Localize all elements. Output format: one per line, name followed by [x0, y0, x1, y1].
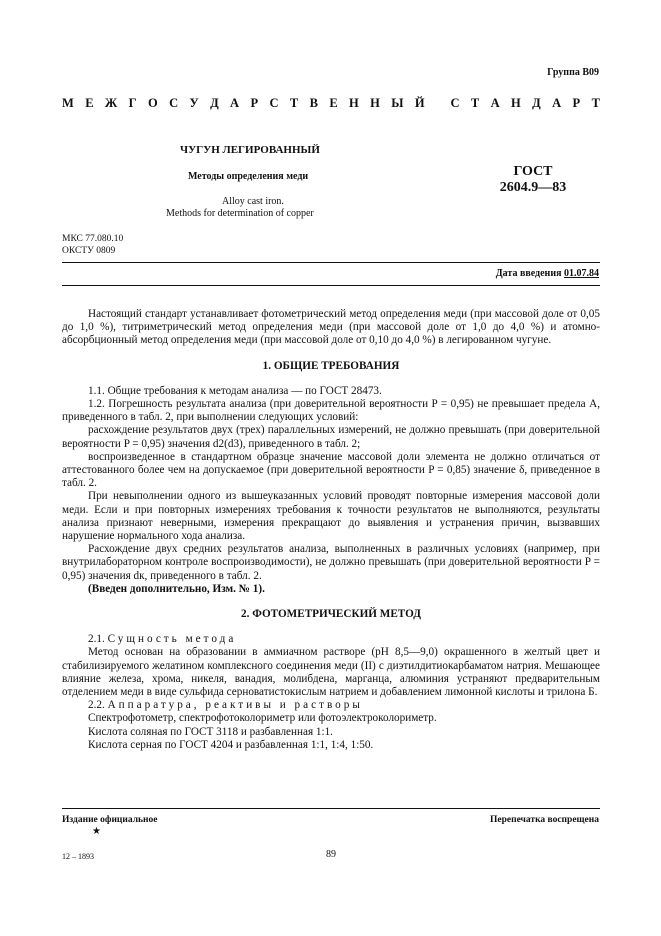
banner-letter: В [309, 96, 318, 110]
paragraph-2-2-heading [62, 699, 600, 712]
section-1-heading: 1. ОБЩИЕ ТРЕБОВАНИЯ [262, 359, 400, 372]
banner-letter: Т [289, 96, 299, 110]
document-subtitle: Методы определения меди [188, 171, 309, 182]
paragraph-2-1: Метод основан на образовании в аммиачном растворе (pH 8,5—9,0) окрашенного в желтый цвет и стабилизируемого желатином комплексного соединения меди (II) с диэтилдитиокарбаматом натрия. Мешающее влияние железа, хрома, никеля, ванадия, молибдена, марганца, алюминия устраняют предварительным отделением меди в виде сульфида серноватистокислым натрием и добавлением лимонной кислоты и трилона Б. [62, 646, 600, 699]
banner-letter: М [62, 96, 74, 110]
clause-number: 2.2. [88, 699, 105, 712]
banner-letter: С [269, 96, 279, 110]
banner-letter: С [450, 96, 460, 110]
effective-date [496, 268, 599, 279]
banner-letter: С [169, 96, 179, 110]
banner-letter: Д [210, 96, 219, 110]
banner-letter: Т [470, 96, 480, 110]
banner-letter: Ж [104, 96, 118, 110]
banner-letter: Н [511, 96, 521, 110]
group-code: Группа В09 [547, 67, 599, 78]
divider-date [62, 285, 600, 286]
english-title: Alloy cast iron. [222, 196, 284, 207]
official-edition: Издание официальное [62, 815, 158, 825]
section-2-heading: 2. ФОТОМЕТРИЧЕСКИЙ МЕТОД [241, 608, 421, 621]
page-number: 89 [326, 849, 336, 860]
date-label: Дата введения [495, 268, 562, 279]
standard-banner [62, 96, 600, 111]
print-code: 12 – 1893 [62, 852, 94, 861]
banner-letter: Е [329, 96, 338, 110]
divider-footer [62, 808, 600, 809]
gost-number: 2604.9—83 [499, 180, 567, 195]
clause-label: Аппаратура, реактивы и растворы [107, 699, 363, 712]
banner-letter: Й [414, 96, 425, 110]
banner-letter: Р [250, 96, 259, 110]
banner-letter: Е [85, 96, 94, 110]
paragraph-1-2: 1.2. Погрешность результата анализа (при доверительной вероятности P = 0,95) не превышает предела А, приведенного в табл. 2, при выполнении следующих условий: [62, 398, 600, 424]
banner-letter: Г [128, 96, 137, 110]
banner-letter: А [490, 96, 500, 110]
date-value: 01.07.84 [564, 268, 599, 279]
banner-letter: Н [370, 96, 380, 110]
document-body [62, 308, 600, 752]
paragraph-1-2-condition-a: расхождение результатов двух (трех) параллельных измерений, не должно превышать (при доверительной вероятности P = 0,95) значения d2(d3), приведенного в табл. 2; [62, 424, 600, 450]
equipment-item: Спектрофотометр, спектрофотоколориметр или фотоэлектроколориметр. [88, 712, 437, 725]
reagent-item: Кислота серная по ГОСТ 4204 и разбавленная 1:1, 1:4, 1:50. [88, 738, 374, 751]
gost-label: ГОСТ [513, 164, 553, 179]
paragraph-2-1-heading [62, 633, 600, 646]
banner-letter: Ы [391, 96, 404, 110]
banner-letter: Т [591, 96, 600, 110]
banner-letter: О [147, 96, 158, 110]
banner-letter: А [552, 96, 562, 110]
clause-label: Сущность метода [107, 633, 237, 646]
banner-letter: Р [572, 96, 581, 110]
gost-designation [493, 164, 573, 196]
banner-letter: Н [349, 96, 359, 110]
paragraph-1-3: При невыполнении одного из вышеуказанных условий проводят повторные измерения массовой доли меди. Если и при повторных измерениях требования к точности результатов не выполняются, результаты анализа признают неверными, измерения прекращают до выявления и устранения причин, вызвавших нарушение нормального хода анализа. [62, 490, 600, 543]
clause-number: 2.1. [88, 633, 105, 646]
banner-letter: У [189, 96, 199, 110]
amendment-note: (Введен дополнительно, Изм. № 1). [88, 582, 265, 595]
paragraph-1-1: 1.1. Общие требования к методам анализа — по ГОСТ 28473. [88, 384, 382, 397]
reagent-item: Кислота соляная по ГОСТ 3118 и разбавленная 1:1. [88, 725, 333, 738]
paragraph-1-2-condition-b: воспроизведенное в стандартном образце значение массовой доли элемента не должно отличаться от аттестованного более чем на допускаемое (при доверительной вероятности P = 0,85) значение δ, приведенное в табл. 2. [62, 450, 600, 490]
reprint-prohibited: Перепечатка воспрещена [489, 815, 599, 825]
classification-codes [62, 233, 123, 257]
english-subtitle: Methods for determination of copper [166, 208, 314, 219]
divider-top [62, 262, 600, 263]
banner-letter: А [230, 96, 240, 110]
intro-paragraph: Настоящий стандарт устанавливает фотометрический метод определения меди (при массовой доле от 0,05 до 1,0 %), титриметрический метод определения меди (при массовой доле от 1,0 до 4,0 %) и атомно-абсорбционный метод определения меди (при массовой доле от 0,10 до 4,0 %) в легированном чугуне. [62, 308, 600, 347]
banner-letter: Д [532, 96, 541, 110]
paragraph-1-4: Расхождение двух средних результатов анализа, выполненных в различных условиях (например, при внутрилабораторном контроле воспроизводимости), не должно превышать (при доверительной вероятности P = 0,95) значения dк, приведенного в табл. 2. [62, 543, 600, 582]
banner-gap [436, 96, 439, 111]
star-icon: ★ [92, 826, 101, 837]
okstu-code: ОКСТУ 0809 [62, 246, 116, 256]
mks-code: МКС 77.080.10 [62, 234, 124, 244]
document-title: ЧУГУН ЛЕГИРОВАННЫЙ [180, 144, 320, 156]
